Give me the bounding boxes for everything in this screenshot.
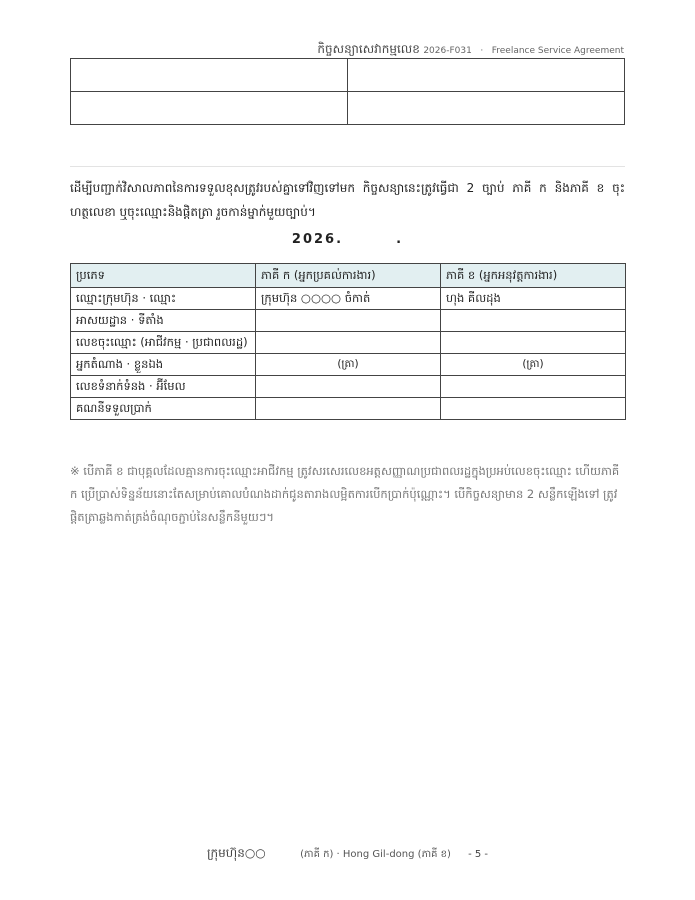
table-row bbox=[71, 398, 626, 420]
party-b-value: ហុង គីលដុង bbox=[441, 288, 626, 310]
party-a-value bbox=[256, 310, 441, 332]
party-a-value bbox=[256, 398, 441, 420]
header-party-b: ភាគី ខ (អ្នកអនុវត្តការងារ) bbox=[441, 264, 626, 288]
table-cell bbox=[348, 92, 625, 125]
section-divider bbox=[70, 166, 625, 167]
table-row bbox=[71, 332, 626, 354]
table-row bbox=[71, 354, 626, 376]
page-number: - 5 - bbox=[468, 849, 488, 860]
row-label: អ្នកតំណាង · ខ្លួនឯង bbox=[71, 354, 256, 376]
document-subtitle: Freelance Service Agreement bbox=[491, 46, 624, 56]
row-label: លេខទំនាក់ទំនង · អ៊ីមែល bbox=[71, 376, 256, 398]
table-cell bbox=[348, 59, 625, 92]
party-b-value bbox=[441, 398, 626, 420]
footnote: ※ បើភាគី ខ ជាបុគ្គលដែលគ្មានការចុះឈ្មោះអាជីវកម្ម ត្រូវសរសេរលេខអត្តសញ្ញាណប្រជាពលរដ្ឋក្នុងប្រអប់លេខចុះឈ្មោះ ហើយភាគី ក ប្រើប្រាស់ទិន្នន័យនោះតែសម្រាប់គោលបំណងដាក់ជូនតារាងលម្អិតការបើកប្រាក់ប៉ុណ្ណោះ។ បើកិច្ចសន្យាមាន 2 សន្លឹកឡើងទៅ ត្រូវផ្ដិតត្រាឆ្លងកាត់ត្រង់ចំណុចភ្ជាប់នៃសន្លឹកនីមួយៗ។ bbox=[70, 464, 620, 524]
page-header bbox=[317, 41, 624, 59]
row-label: លេខចុះឈ្មោះ (អាជីវកម្ម · ប្រជាពលរដ្ឋ) bbox=[71, 332, 256, 354]
closing-statement: ដើម្បីបញ្ជាក់វិសាលភាពនៃការទទួលខុសត្រូវរបស់គ្នាទៅវិញទៅមក កិច្ចសន្យានេះត្រូវធ្វើជា 2 ច្បាប់ ភាគី ក និងភាគី ខ ចុះហត្ថលេខា ឬចុះឈ្មោះនិងផ្ដិតត្រា រួចកាន់ម្នាក់មួយច្បាប់។ bbox=[70, 181, 625, 219]
party-b-value bbox=[441, 332, 626, 354]
table-row bbox=[71, 376, 626, 398]
document-title: កិច្ចសន្យាសេវាកម្មលេខ bbox=[317, 42, 420, 56]
document-number: 2026-F031 bbox=[423, 46, 472, 56]
date-month: . bbox=[396, 232, 404, 247]
party-b-value bbox=[441, 376, 626, 398]
page-footer bbox=[0, 845, 695, 863]
row-label: ឈ្មោះក្រុមហ៊ុន · ឈ្មោះ bbox=[71, 288, 256, 310]
header-category: ប្រភេទ bbox=[71, 264, 256, 288]
continued-table bbox=[70, 58, 625, 125]
table-row bbox=[71, 288, 626, 310]
table-header-row bbox=[71, 264, 626, 288]
parties-table bbox=[70, 263, 626, 420]
footer-party-b: (ភាគី ខ) bbox=[417, 849, 451, 860]
table-row bbox=[71, 59, 625, 92]
table-row bbox=[71, 310, 626, 332]
header-separator: · bbox=[480, 46, 484, 56]
row-label: គណនីទទួលប្រាក់ bbox=[71, 398, 256, 420]
table-cell bbox=[71, 59, 348, 92]
party-a-value bbox=[256, 332, 441, 354]
party-a-value bbox=[256, 376, 441, 398]
party-a-value: ក្រុមហ៊ុន ○○○○ ចំកាត់ bbox=[256, 288, 441, 310]
party-b-value bbox=[441, 310, 626, 332]
date-year: 2026. bbox=[291, 232, 344, 247]
footer-party-a: (ភាគី ក) bbox=[300, 849, 334, 860]
table-row bbox=[71, 92, 625, 125]
footer-middle: · Hong Gil-dong bbox=[336, 849, 415, 860]
signing-date bbox=[0, 232, 695, 247]
footer-company: ក្រុមហ៊ុន○○ bbox=[206, 846, 266, 860]
party-b-seal: (ត្រា) bbox=[441, 354, 626, 376]
header-party-a: ភាគី ក (អ្នកប្រគល់ការងារ) bbox=[256, 264, 441, 288]
table-cell bbox=[71, 92, 348, 125]
party-a-seal: (ត្រា) bbox=[256, 354, 441, 376]
row-label: អាសយដ្ឋាន · ទីតាំង bbox=[71, 310, 256, 332]
